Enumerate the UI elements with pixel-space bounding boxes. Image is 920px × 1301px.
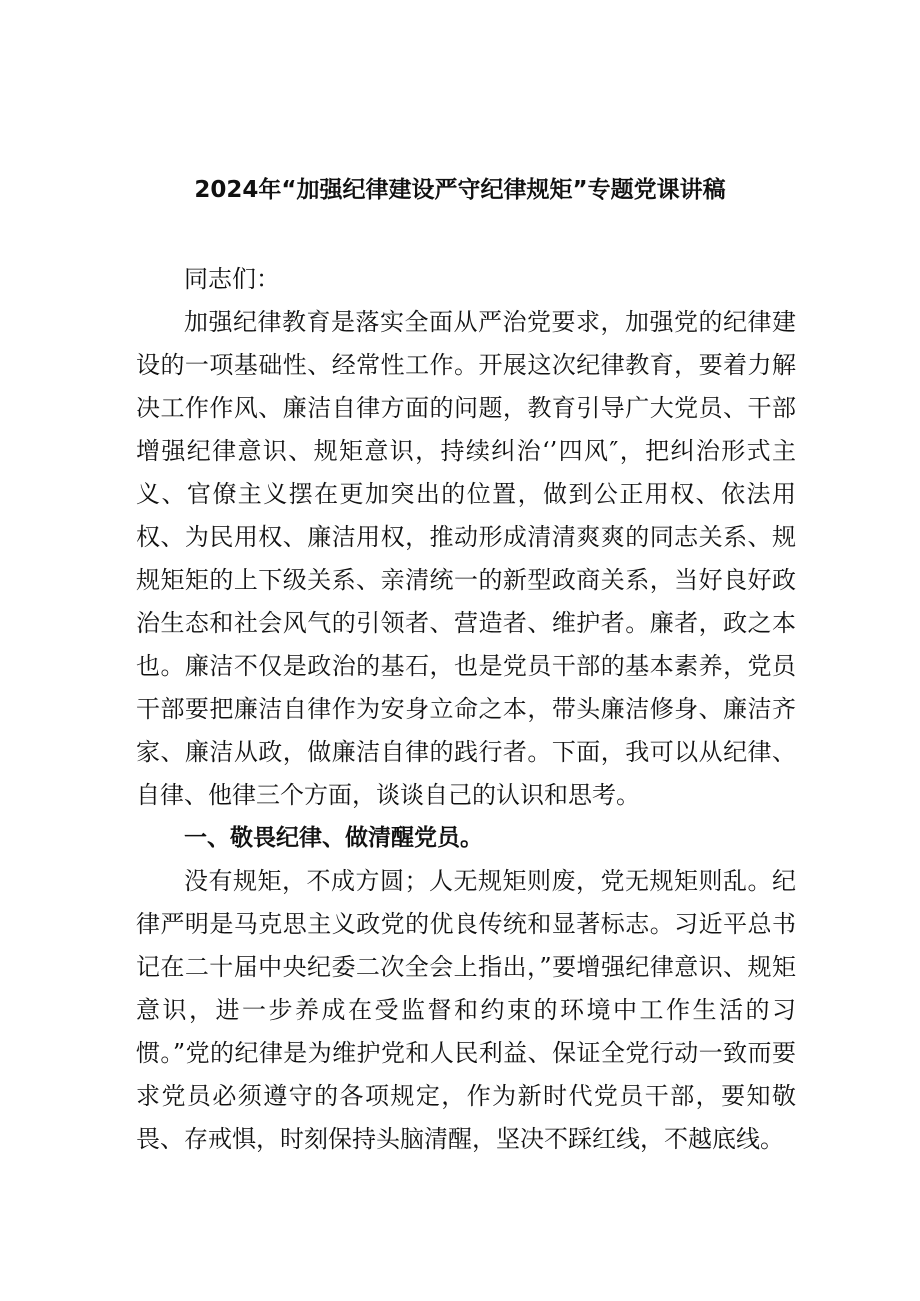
document-body: [136, 258, 796, 1161]
salutation: 同志们：: [184, 265, 280, 293]
paragraph-intro: 加强纪律教育是落实全面从严治党要求，加强党的纪律建设的一项基础性、经常性工作。开展这次纪律教育，要着力解决工作作风、廉洁自律方面的问题，教育引导广大党员、干部增强纪律意识、规矩意识，持续纠治‘’四风″，把纠治形式主义、官僚主义摆在更加突出的位置，做到公正用权、依法用权、为民用权、廉洁用权，推动形成清清爽爽的同志关系、规规矩矩的上下级关系、亲清统一的新型政商关系，当好良好政治生态和社会风气的引领者、营造者、维护者。廉者，政之本也。廉洁不仅是政治的基石，也是党员干部的基本素养，党员干部要把廉洁自律作为安身立命之本，带头廉洁修身、廉洁齐家、廉洁从政，做廉洁自律的践行者。下面，我可以从纪律、自律、他律三个方面，谈谈自己的认识和思考。: [136, 308, 796, 809]
paragraph-section-1: 没有规矩，不成方圆；人无规矩则废，党无规矩则乱。纪律严明是马克思主义政党的优良传统和显著标志。习近平总书记在二十届中央纪委二次全会上指出，”要增强纪律意识、规矩意识，进一步养成在受监督和约束的环境中工作生活的习惯。”党的纪律是为维护党和人民利益、保证全党行动一致而要求党员必须遵守的各项规定，作为新时代党员干部，要知敬畏、存戒惧，时刻保持头脑清醒，坚决不踩红线，不越底线。: [136, 867, 796, 1153]
section-heading-1: 一、敬畏纪律、做清醒党员。: [184, 825, 483, 851]
document-title: 2024年“加强纪律建设严守纪律规矩”专题党课讲稿: [194, 177, 726, 203]
